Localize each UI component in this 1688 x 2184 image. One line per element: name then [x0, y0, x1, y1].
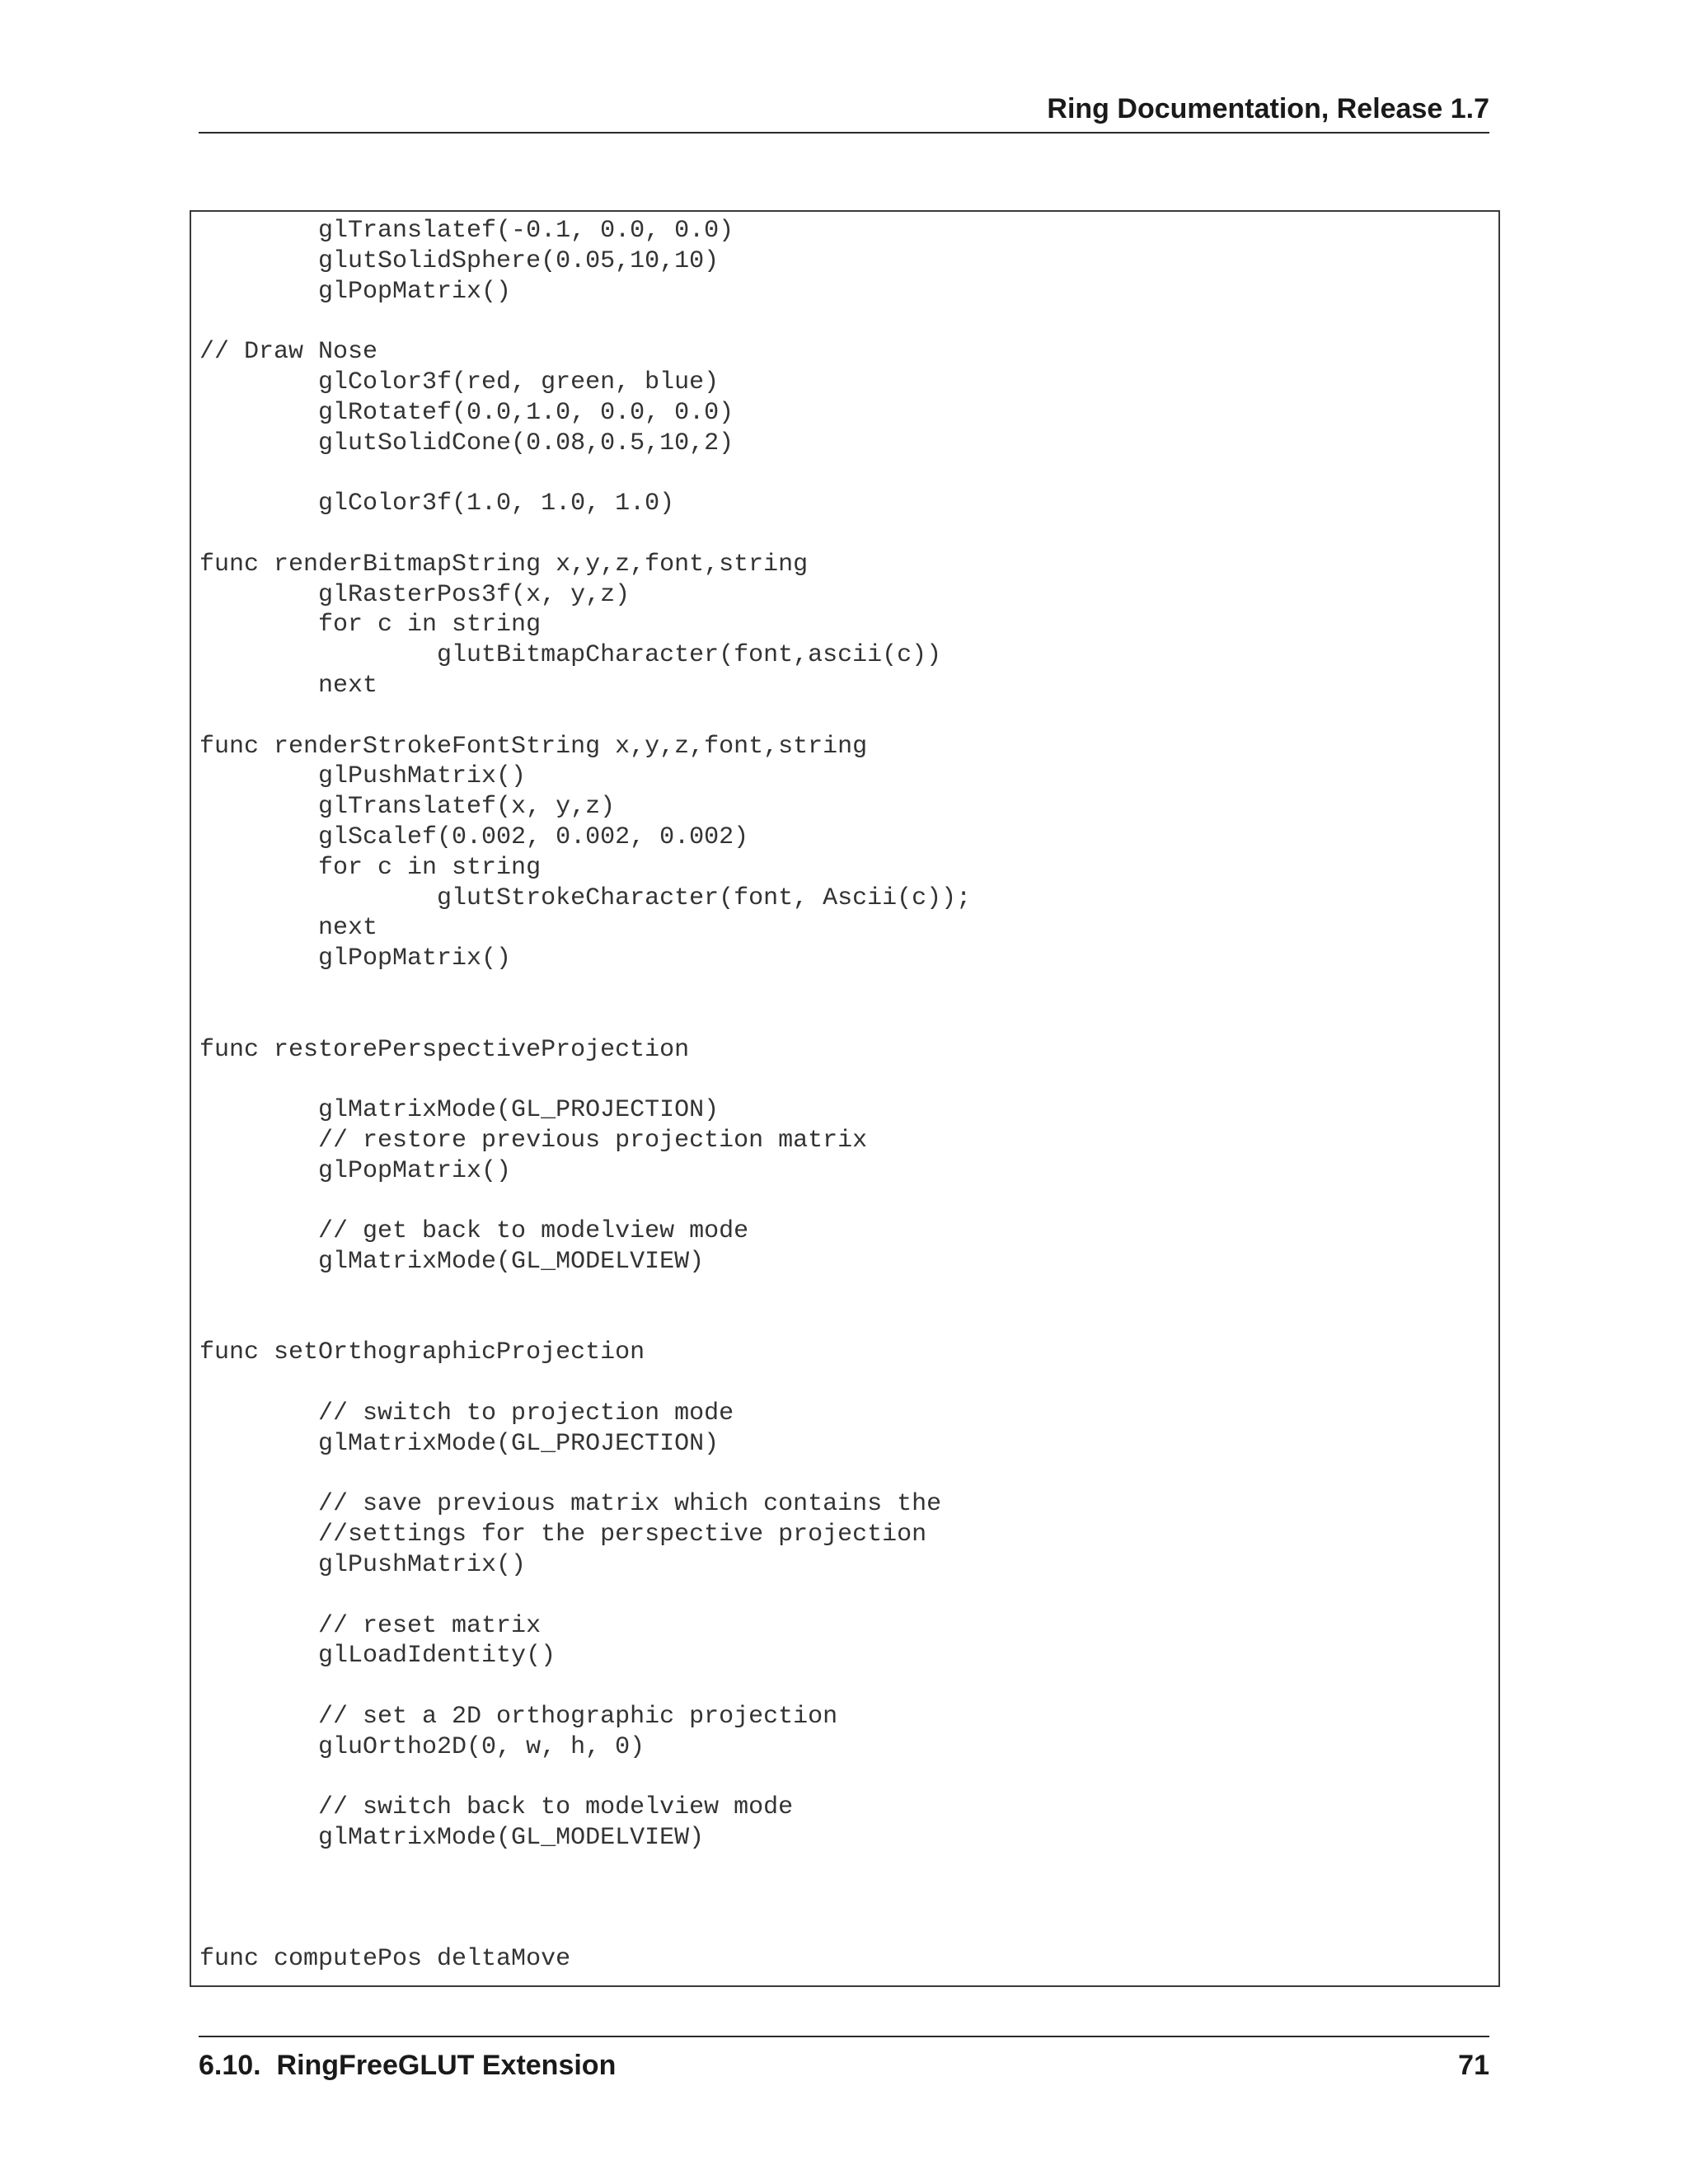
code-line — [199, 1671, 1490, 1702]
code-line: glPushMatrix() — [199, 1551, 527, 1580]
code-line: next — [199, 914, 378, 943]
code-line — [199, 307, 1490, 337]
code-line: for c in string — [199, 853, 542, 882]
code-line: for c in string — [199, 611, 542, 640]
code-line: func renderBitmapString x,y,z,font,string — [199, 550, 809, 579]
code-line: glPopMatrix() — [199, 944, 512, 973]
code-line: gluOrtho2D(0, w, h, 0) — [199, 1732, 645, 1761]
code-block — [190, 210, 1500, 1987]
code-line — [199, 1368, 1490, 1399]
code-line: glMatrixMode(GL_PROJECTION) — [199, 1096, 720, 1125]
code-line: glutStrokeCharacter(font, Ascii(c)); — [199, 883, 972, 912]
code-line — [199, 1308, 1490, 1338]
code-line — [199, 1884, 1490, 1915]
code-line — [199, 1915, 1490, 1945]
code-line: glPushMatrix() — [199, 762, 527, 791]
code-line: // get back to modelview mode — [199, 1217, 749, 1246]
code-line: glutBitmapCharacter(font,ascii(c)) — [199, 641, 942, 670]
code-line — [199, 1005, 1490, 1035]
code-line: glutSolidSphere(0.05,10,10) — [199, 246, 720, 275]
code-line — [199, 1854, 1490, 1884]
code-line: // save previous matrix which contains the — [199, 1490, 942, 1519]
code-line: glColor3f(1.0, 1.0, 1.0) — [199, 490, 675, 518]
code-line: glTranslatef(-0.1, 0.0, 0.0) — [199, 217, 734, 245]
code-line: glRasterPos3f(x, y,z) — [199, 580, 631, 609]
code-line — [199, 519, 1490, 550]
code-line: glColor3f(red, green, blue) — [199, 368, 720, 396]
code-line: glPopMatrix() — [199, 1156, 512, 1185]
code-line — [199, 1187, 1490, 1217]
code-line: //settings for the perspective projection — [199, 1521, 927, 1549]
code-line: glMatrixMode(GL_MODELVIEW) — [199, 1248, 705, 1277]
code-line — [199, 1460, 1490, 1490]
code-line — [199, 1277, 1490, 1308]
document-title: Ring Documentation, Release 1.7 — [1047, 93, 1489, 124]
code-line: // Draw Nose — [199, 338, 378, 367]
code-line: glLoadIdentity() — [199, 1642, 556, 1671]
page-number: 71 — [1458, 2050, 1489, 2081]
code-line — [199, 701, 1490, 732]
code-line: glTranslatef(x, y,z) — [199, 793, 616, 822]
code-line — [199, 1581, 1490, 1611]
code-line: glMatrixMode(GL_PROJECTION) — [199, 1429, 720, 1458]
code-line: glutSolidCone(0.08,0.5,10,2) — [199, 429, 734, 457]
code-line — [199, 1763, 1490, 1793]
code-line: glRotatef(0.0,1.0, 0.0, 0.0) — [199, 398, 734, 427]
code-line: next — [199, 671, 378, 700]
code-line: // switch back to modelview mode — [199, 1793, 794, 1822]
code-line: func computePos deltaMove — [199, 1945, 571, 1974]
code-line — [199, 1065, 1490, 1095]
code-line: // set a 2D orthographic projection — [199, 1703, 838, 1732]
code-line: // restore previous projection matrix — [199, 1126, 868, 1155]
page-header — [199, 92, 1489, 134]
code-line: func restorePerspectiveProjection — [199, 1035, 690, 1064]
code-line: func renderStrokeFontString x,y,z,font,string — [199, 732, 868, 761]
code-line: glMatrixMode(GL_MODELVIEW) — [199, 1824, 705, 1853]
code-line: // reset matrix — [199, 1611, 542, 1640]
page-footer — [199, 2036, 1489, 2087]
section-title: 6.10. RingFreeGLUT Extension — [199, 2050, 617, 2081]
code-line: func setOrthographicProjection — [199, 1338, 645, 1367]
code-line: // switch to projection mode — [199, 1399, 734, 1428]
code-line — [199, 458, 1490, 489]
code-line: glPopMatrix() — [199, 277, 512, 306]
code-line: glScalef(0.002, 0.002, 0.002) — [199, 823, 749, 851]
code-line — [199, 974, 1490, 1005]
code-lines — [199, 216, 1490, 1975]
